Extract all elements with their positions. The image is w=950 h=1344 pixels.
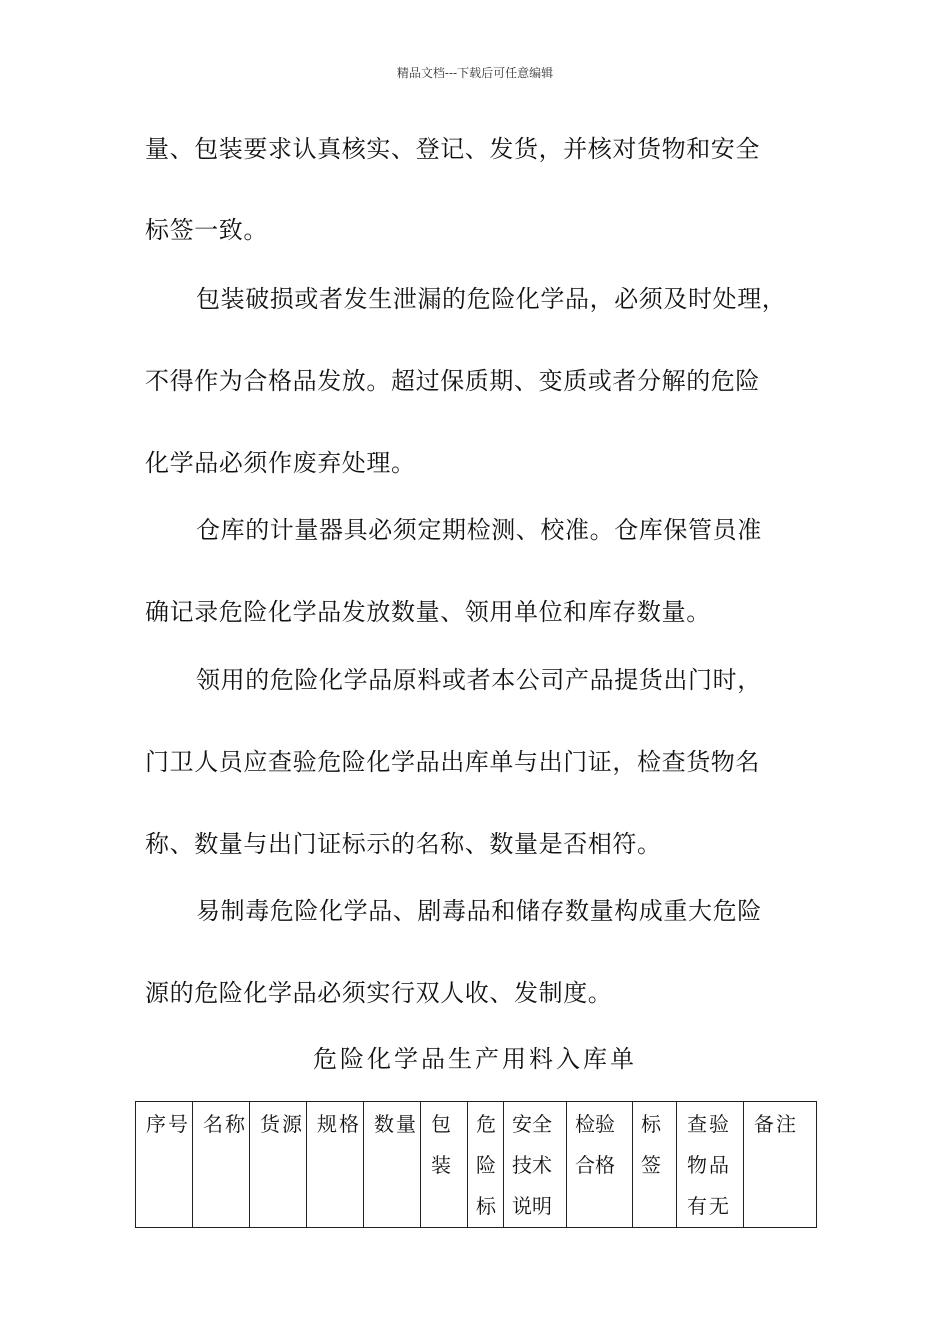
header-cell-remarks: 备注 — [744, 1102, 817, 1228]
header-cell-spec: 规格 — [307, 1102, 364, 1228]
document-header-note: 精品文档---下载后可任意编辑 — [396, 66, 554, 80]
body-line-6: 仓库的计量器具必须定期检测、校准。仓库保管员准 — [196, 516, 762, 544]
intake-form-table — [135, 1101, 817, 1228]
header-cell-item-check: 查验物品有无 — [677, 1102, 744, 1228]
body-line-4: 不得作为合格品发放。超过保质期、变质或者分解的危险 — [145, 367, 760, 395]
header-cell-packaging: 包装 — [421, 1102, 468, 1228]
header-cell-quantity: 数量 — [364, 1102, 421, 1228]
body-line-11: 易制毒危险化学品、剧毒品和储存数量构成重大危险 — [196, 897, 762, 925]
body-line-10: 称、数量与出门证标示的名称、数量是否相符。 — [145, 830, 662, 858]
body-line-3: 包装破损或者发生泄漏的危险化学品，必须及时处理， — [196, 285, 787, 313]
header-cell-source: 货源 — [250, 1102, 307, 1228]
table-title: 危险化学品生产用料入库单 — [313, 1045, 637, 1073]
body-line-8: 领用的危险化学品原料或者本公司产品提货出门时， — [196, 666, 762, 694]
body-line-2: 标签一致。 — [145, 216, 268, 244]
body-line-7: 确记录危险化学品发放数量、领用单位和库存数量。 — [145, 598, 711, 626]
table-header-row — [136, 1102, 817, 1228]
body-line-12: 源的危险化学品必须实行双人收、发制度。 — [145, 979, 613, 1007]
body-line-5: 化学品必须作废弃处理。 — [145, 449, 416, 477]
header-cell-name: 名称 — [193, 1102, 250, 1228]
header-cell-tag: 标签 — [633, 1102, 677, 1228]
header-cell-inspection-pass: 检验合格 — [567, 1102, 633, 1228]
header-cell-hazard-label: 危险标 — [468, 1102, 504, 1228]
body-line-1: 量、包装要求认真核实、登记、发货，并核对货物和安全 — [145, 135, 760, 163]
body-line-9: 门卫人员应查验危险化学品出库单与出门证，检查货物名 — [145, 748, 760, 776]
header-cell-serial: 序号 — [136, 1102, 193, 1228]
header-cell-safety-data: 安全技术说明 — [504, 1102, 567, 1228]
